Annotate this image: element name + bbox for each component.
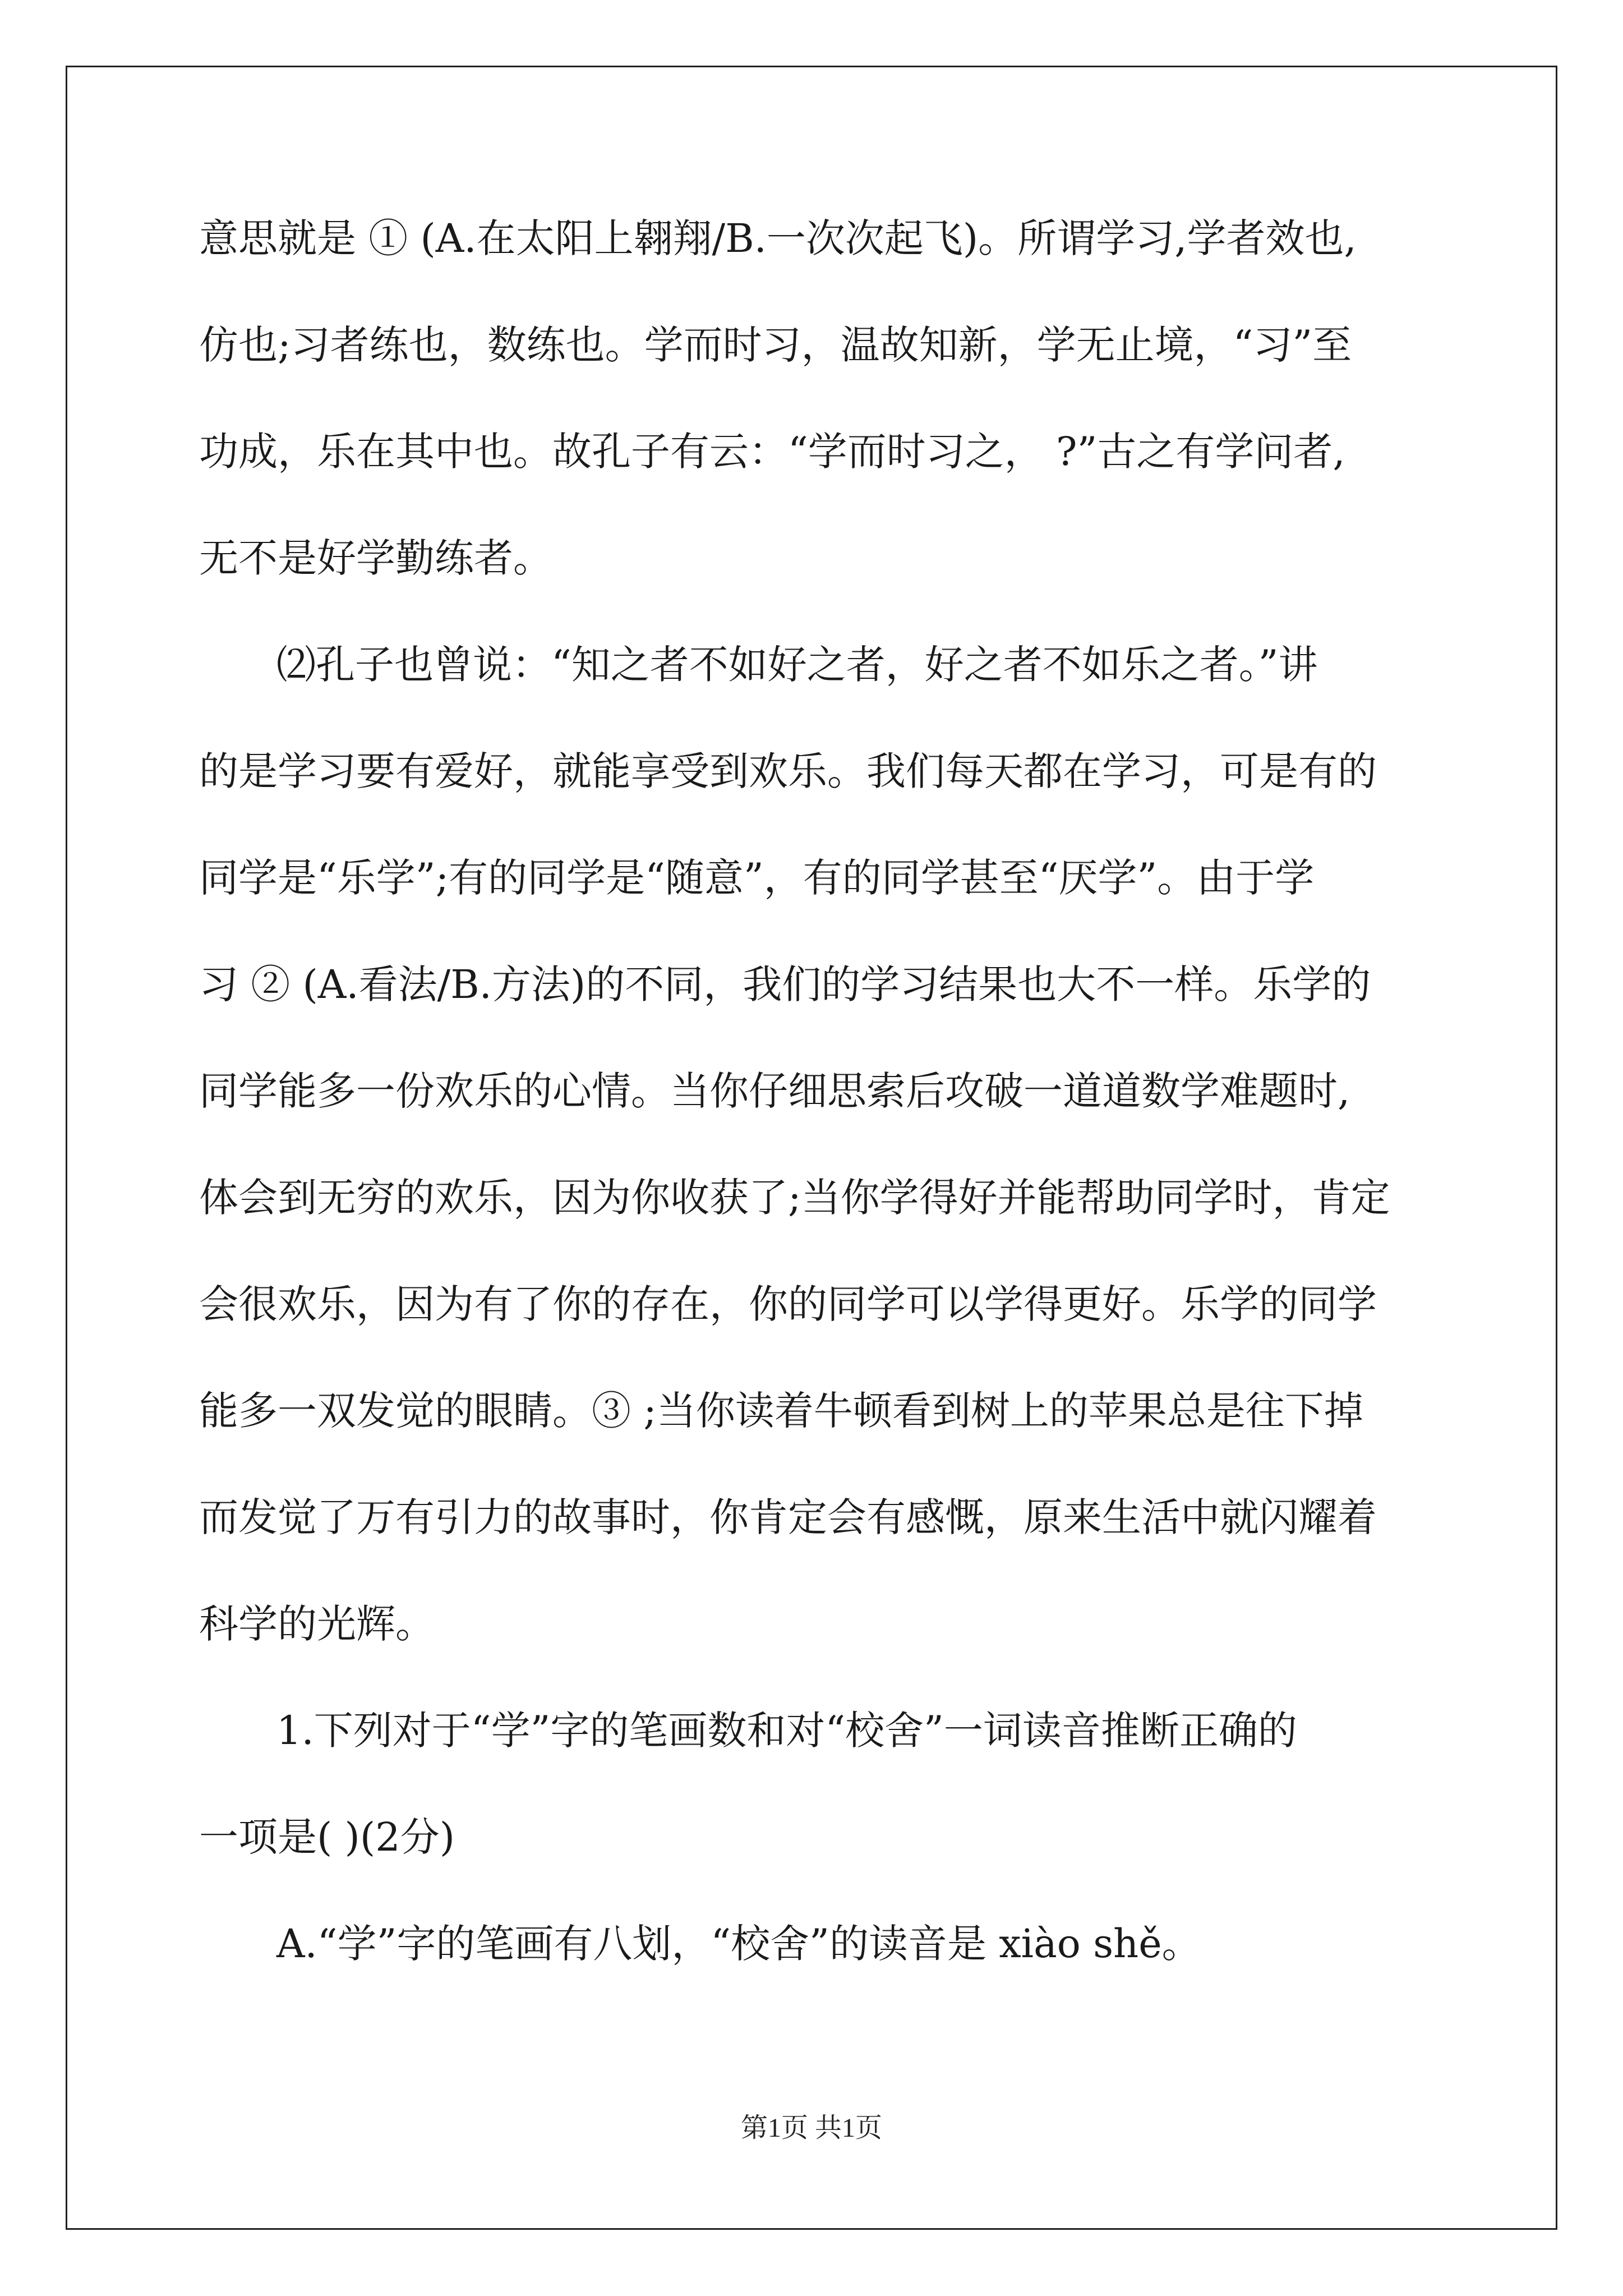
text-line: 功成，乐在其中也。故孔子有云：“学而时习之， ?”古之有学问者, (199, 429, 1345, 475)
text-line: 习 ② (A.看法/B.方法)的不同，我们的学习结果也大不一样。乐学的 (199, 961, 1371, 1007)
text-line: 会很欢乐，因为有了你的存在，你的同学可以学得更好。乐学的同学 (199, 1281, 1377, 1327)
text-line: 意思就是 ① (A.在太阳上翱翔/B.一次次起飞)。所谓学习,学者效也, (199, 215, 1357, 261)
page-footer: 第1页 共1页 (740, 2113, 882, 2143)
text-line: 而发觉了万有引力的故事时，你肯定会有感慨，原来生活中就闪耀着 (199, 1494, 1377, 1540)
text-line: 的是学习要有爱好，就能享受到欢乐。我们每天都在学习，可是有的 (199, 748, 1377, 794)
question-line: 一项是( )(2分) (199, 1814, 455, 1860)
text-line: 科学的光辉。 (199, 1601, 435, 1647)
text-line: 同学是“乐学”;有的同学是“随意”，有的同学甚至“厌学”。由于学 (199, 855, 1315, 901)
page-border (66, 66, 1557, 2230)
text-line: ⑵孔子也曾说：“知之者不如好之者，好之者不如乐之者。”讲 (276, 642, 1318, 688)
text-line: 无不是好学勤练者。 (199, 535, 552, 581)
text-line: 体会到无穷的欢乐，因为你收获了;当你学得好并能帮助同学时，肯定 (199, 1175, 1390, 1221)
answer-option-a: A.“学”字的笔画有八划，“校舍”的读音是 xiào shě。 (276, 1921, 1201, 1967)
text-line: 同学能多一份欢乐的心情。当你仔细思索后攻破一道道数学难题时, (199, 1068, 1350, 1114)
text-line: 能多一双发觉的眼睛。③ ;当你读着牛顿看到树上的苹果总是往下掉 (199, 1388, 1363, 1434)
question-line: 1.下列对于“学”字的笔画数和对“校舍”一词读音推断正确的 (276, 1708, 1297, 1754)
text-line: 仿也;习者练也，数练也。学而时习，温故知新，学无止境，“习”至 (199, 322, 1352, 368)
